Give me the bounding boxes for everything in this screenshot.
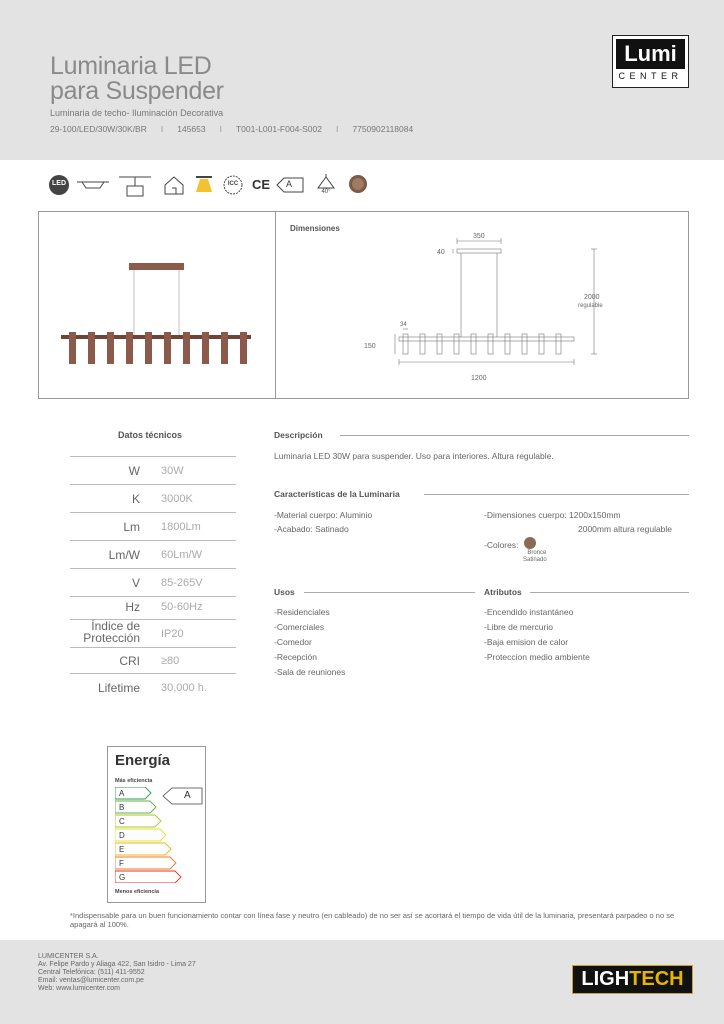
spec-value: 85-265V — [161, 577, 203, 589]
spec-key: K — [131, 492, 140, 506]
atributos-title: Atributos — [484, 587, 522, 597]
energy-rating: A — [184, 790, 191, 801]
product-photo — [59, 252, 259, 377]
dim-bar-thickness: 34 — [400, 322, 407, 328]
spec-key-line2: Protección — [83, 631, 140, 645]
lumicenter-logo — [612, 35, 689, 88]
led-badge-text: LED — [52, 180, 66, 187]
logo-text-top: Lumi — [616, 39, 685, 69]
brand-part1: LIGH — [581, 968, 630, 990]
energy-top-label: Más eficiencia — [115, 778, 153, 784]
usos-rule — [304, 592, 475, 593]
uso-item: -Residenciales — [274, 607, 330, 617]
dimensions-title: Dimensiones — [290, 224, 340, 233]
footnote: *Indispensable para un buen funcionamiento contar con línea fase y neutro (en cableado) de no ser así se acortará el tiempo de vida útil de la luminaria, presentará parpadeo o no se apagará al 100%. — [70, 911, 675, 929]
energy-class-label: D — [119, 831, 125, 840]
energy-title: Energía — [115, 752, 171, 769]
footer-email: Email: ventas@lumicenter.com.pe — [38, 977, 144, 984]
footer-company: LUMICENTER S.A. — [38, 953, 99, 960]
icc-badge-text: ICC — [227, 181, 239, 187]
dimension-drawing — [359, 232, 599, 387]
spec-row-lifetime — [70, 674, 236, 701]
atributos-rule — [530, 592, 689, 593]
code-model: 29-100/LED/30W/30K/BR — [50, 124, 147, 134]
spec-row-w — [70, 457, 236, 485]
color-name-line1: Bronce — [527, 550, 547, 556]
spec-key: CRI — [119, 654, 140, 668]
led-badge-icon — [48, 174, 70, 198]
lightech-logo — [572, 965, 693, 994]
usos-title: Usos — [274, 587, 295, 597]
dim-top-width: 350 — [473, 233, 485, 240]
spec-key — [83, 620, 140, 644]
spec-key: W — [128, 464, 140, 478]
energy-label — [107, 746, 206, 903]
spec-row-k — [70, 485, 236, 513]
box-divider — [275, 212, 276, 398]
datos-tecnicos-title: Datos técnicos — [118, 430, 183, 440]
spec-key: Hz — [125, 600, 140, 614]
dim-top-height: 40 — [437, 249, 445, 256]
warm-light-icon — [194, 174, 214, 198]
code-separator: I — [160, 124, 164, 134]
icc-certification-icon — [222, 174, 244, 198]
code-ean: 7750902118084 — [352, 124, 414, 134]
ce-mark-icon: CE — [252, 177, 271, 192]
uso-item: -Sala de reuniones — [274, 667, 346, 677]
atributo-item: -Libre de mercurio — [484, 622, 553, 632]
dimensiones-cuerpo-text: -Dimensiones cuerpo: 1200x150mm — [484, 510, 621, 520]
spec-value: 30,000 h. — [161, 682, 207, 694]
recessed-profile-icon — [76, 174, 110, 198]
atributo-item: -Encendido instantáneo — [484, 607, 574, 617]
caracteristicas-rule — [424, 494, 689, 495]
spec-row-hz — [70, 597, 236, 620]
suspended-mount-icon — [118, 174, 152, 198]
bronze-swatch — [524, 537, 536, 549]
color-name — [523, 550, 547, 564]
acabado-text: -Acabado: Satinado — [274, 524, 349, 534]
brand-part2: TECH — [629, 968, 684, 990]
spec-value: 60Lm/W — [161, 549, 202, 561]
footer-phone: Central Telefónica: (511) 411-9552 — [38, 969, 145, 976]
product-subtitle: Luminaria de techo- Iluminación Decorativa — [50, 108, 224, 118]
descripcion-title: Descripción — [274, 430, 323, 440]
product-box — [38, 211, 689, 399]
code-sku: 145653 — [177, 124, 206, 134]
spec-value: 50-60Hz — [161, 601, 203, 613]
spec-key: V — [131, 576, 140, 590]
spec-key-line1: Índice de — [91, 619, 140, 633]
spec-value: IP20 — [161, 628, 184, 640]
spec-key: Lifetime — [97, 681, 140, 695]
descripcion-rule — [340, 435, 689, 436]
uso-item: -Comerciales — [274, 622, 325, 632]
bronze-color-icon — [348, 174, 368, 198]
dim-body-height: 150 — [364, 343, 376, 350]
logo-text-bottom: CENTER — [618, 71, 683, 81]
spec-key: Lm/W — [108, 548, 140, 562]
energy-rating-arrow — [162, 787, 204, 810]
product-codes — [50, 124, 413, 134]
energy-class-label: F — [119, 859, 124, 868]
descripcion-text: Luminaria LED 30W para suspender. Uso para interiores. Altura regulable. — [274, 451, 554, 461]
spec-row-v — [70, 569, 236, 597]
atributo-item: -Baja emision de calor — [484, 637, 569, 647]
energy-class-label: B — [119, 803, 125, 812]
energy-class-icon — [276, 174, 304, 198]
spec-row-lmw — [70, 541, 236, 569]
spec-row-lm — [70, 513, 236, 541]
dimensiones-altura-text: 2000mm altura regulable — [578, 524, 673, 534]
colores-label: -Colores: — [484, 540, 519, 550]
energy-class-label: E — [119, 845, 125, 854]
code-separator: I — [219, 124, 222, 134]
dim-total-height: 2000 — [584, 294, 600, 301]
code-family: T001-L001-F004-S002 — [235, 124, 322, 134]
material-text: -Material cuerpo: Aluminio — [274, 510, 373, 520]
spec-row-cri — [70, 648, 236, 674]
footer-web: Web: www.lumicenter.com — [38, 985, 120, 992]
spec-key: Lm — [123, 520, 140, 534]
beam-angle-text: 40° — [321, 189, 331, 195]
spec-value: ≥80 — [161, 655, 180, 667]
spec-value: 1800Lm — [161, 521, 201, 533]
spec-row-ip — [70, 620, 236, 648]
spec-value: 30W — [161, 465, 184, 477]
product-title-line1: Luminaria LED — [50, 52, 212, 80]
energy-bar-f — [115, 857, 176, 869]
color-name-line2: Satinado — [523, 557, 547, 563]
footer-address: Av. Felipe Pardo y Aliaga 422, San Isidro - Lima 27 — [38, 961, 196, 968]
beam-angle-icon — [314, 174, 338, 198]
energy-bottom-label: Menos eficiencia — [115, 889, 160, 895]
atributo-item: -Proteccion medio ambiente — [484, 652, 590, 662]
uso-item: -Recepción — [274, 652, 317, 662]
energy-class-label: C — [119, 817, 125, 826]
dim-body-length: 1200 — [471, 375, 487, 382]
energy-class-label: G — [119, 873, 126, 882]
energy-class-text: A — [286, 179, 293, 189]
code-separator: I — [336, 124, 339, 134]
spec-value: 3000K — [161, 493, 193, 505]
energy-class-label: A — [119, 789, 125, 798]
indoor-use-icon — [162, 174, 186, 198]
uso-item: -Comedor — [274, 637, 312, 647]
product-title-line2: para Suspender — [50, 77, 224, 105]
caracteristicas-title: Características de la Luminaria — [274, 489, 400, 499]
dim-total-height-note: regulable — [578, 303, 603, 309]
